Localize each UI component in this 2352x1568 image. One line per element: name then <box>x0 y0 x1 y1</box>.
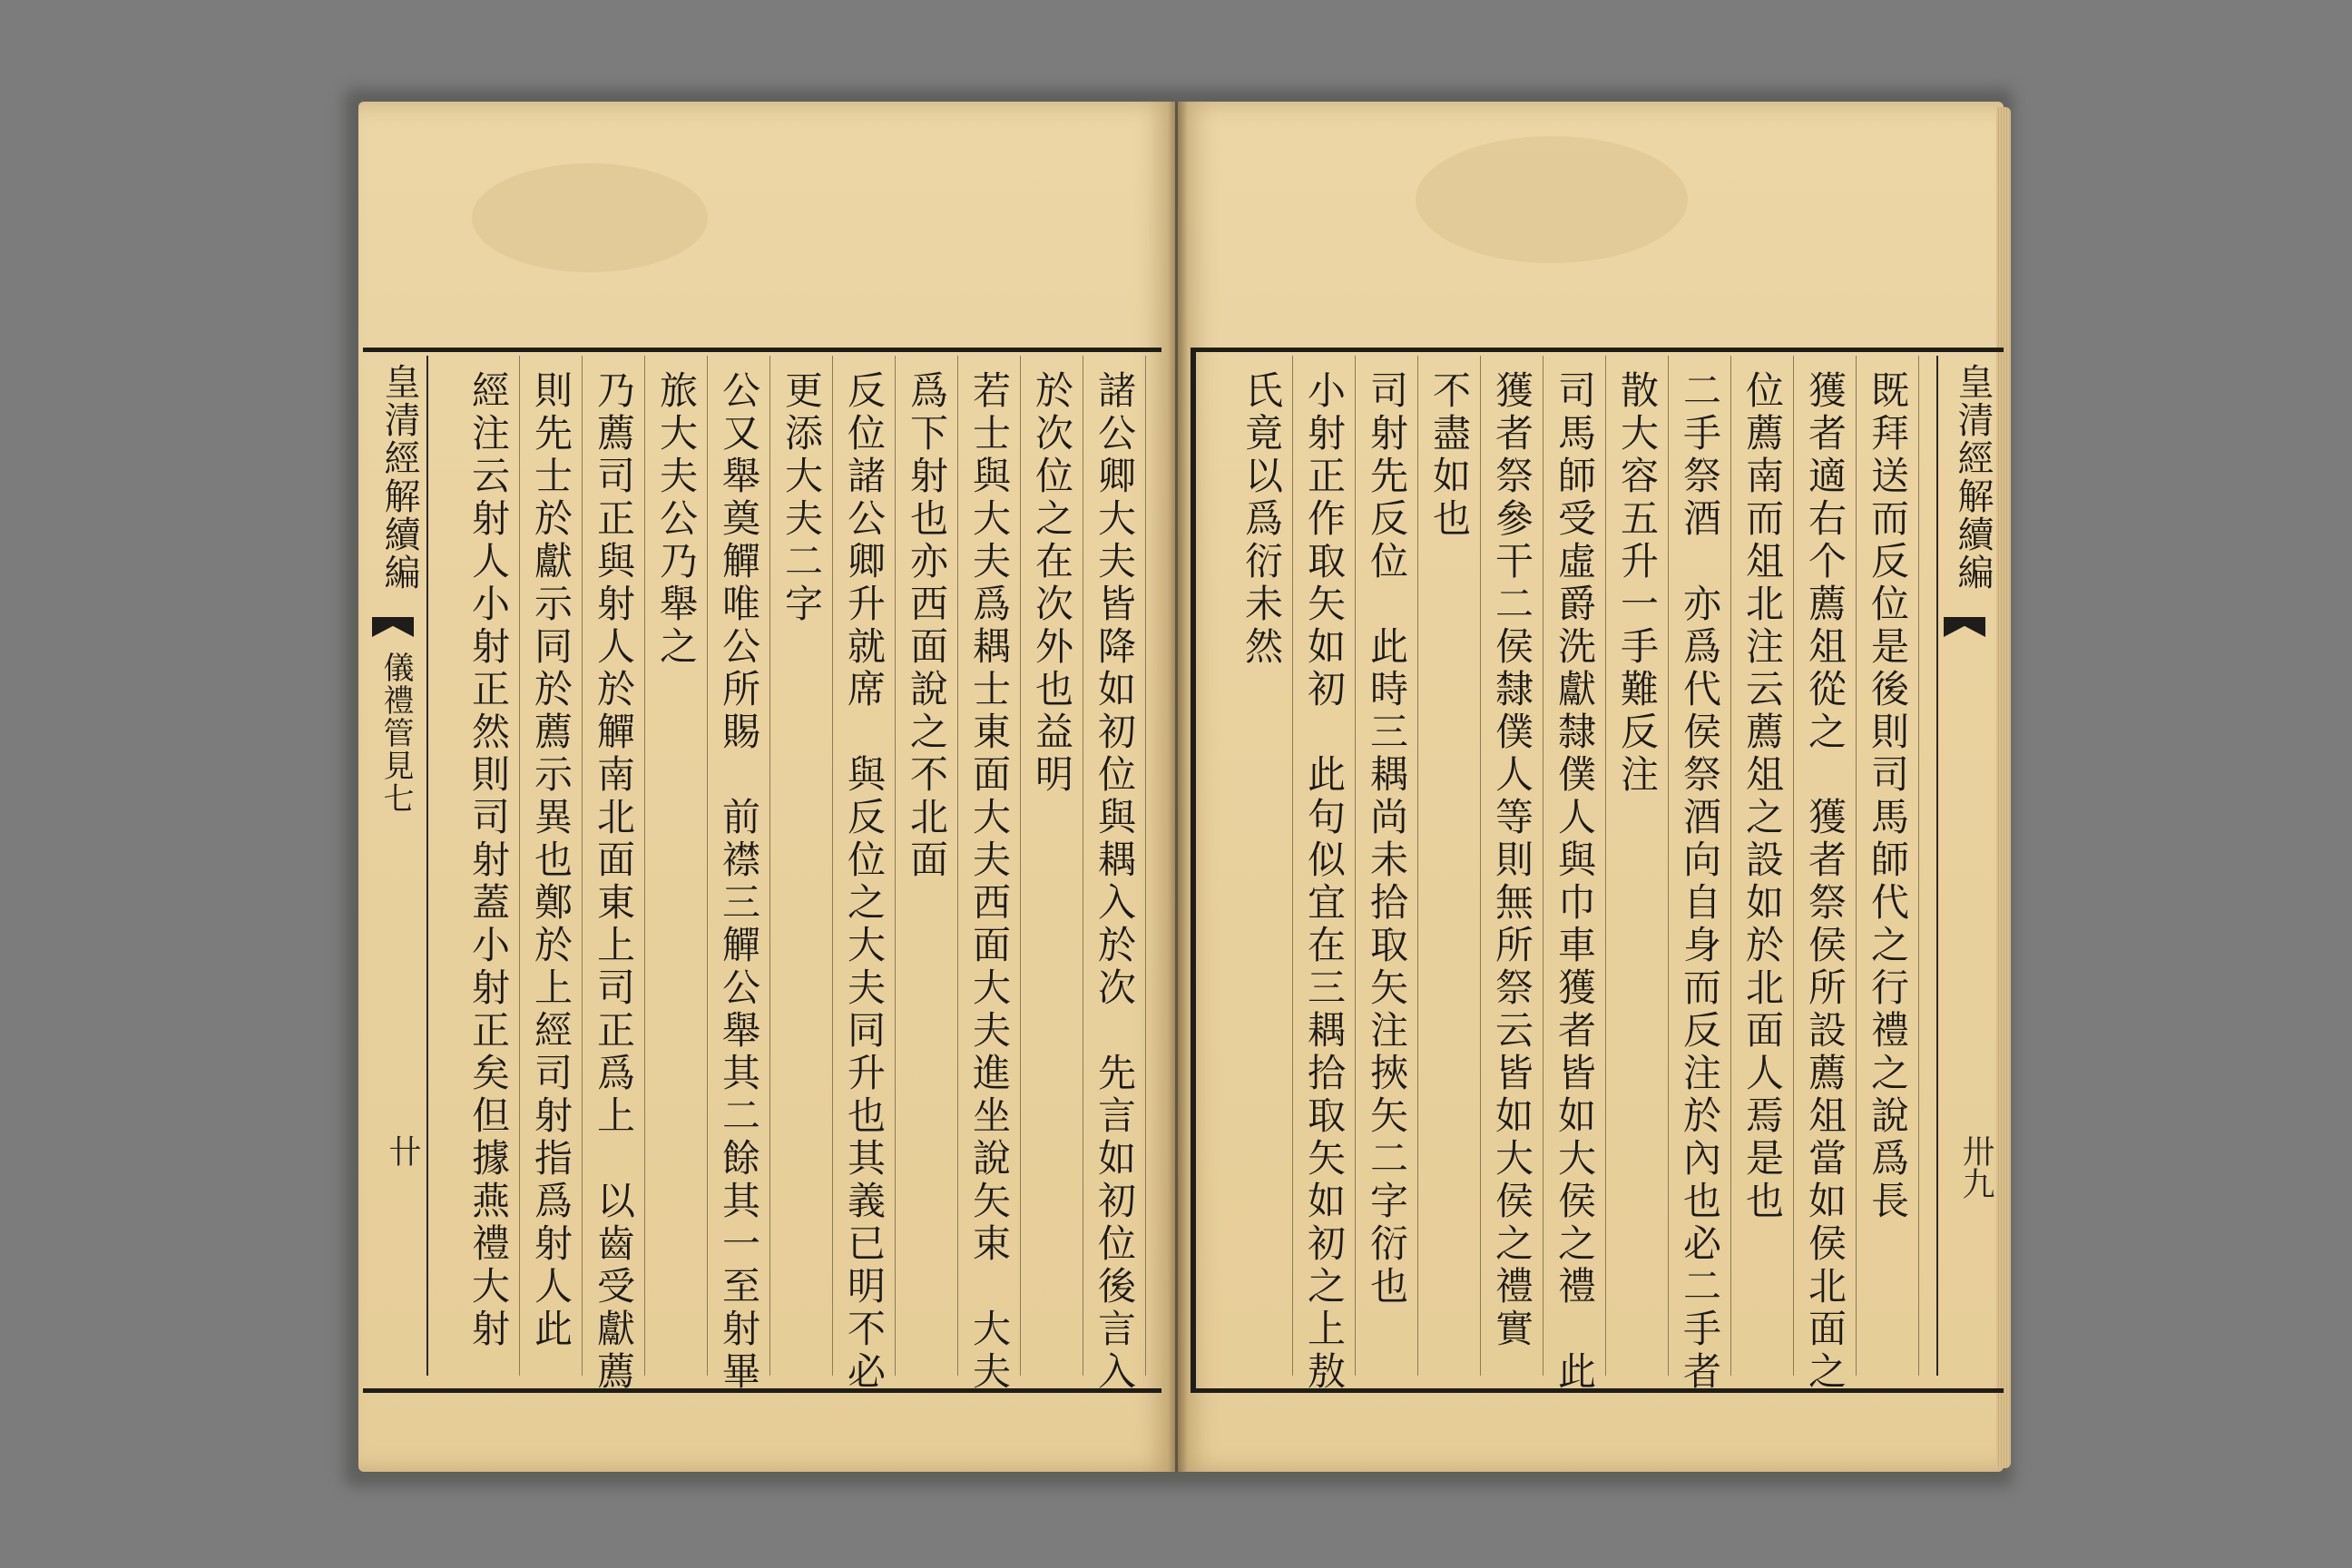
text-column: 若士與大夫爲耦士東面大夫西面大夫進坐說矢束 大夫 <box>967 370 1012 1394</box>
column-rule <box>1292 356 1293 1376</box>
left-banxin-title: 皇清經解續編 <box>378 363 420 592</box>
column-rule <box>1918 356 1919 1376</box>
text-column: 二手祭酒 亦爲代侯祭酒向自身而反注於內也必二手者 <box>1678 370 1722 1394</box>
column-rule <box>895 356 896 1376</box>
text-column: 反位諸公卿升就席 與反位之大夫同升也其義已明不必 <box>842 370 887 1394</box>
column-rule <box>957 356 958 1376</box>
book-gutter <box>1168 102 1188 1472</box>
column-rule <box>1668 356 1669 1376</box>
column-rule <box>1145 356 1146 1376</box>
paper-stain <box>472 163 708 272</box>
text-column: 更添大夫二字 <box>779 370 824 626</box>
text-column: 諸公卿大夫皆降如初位與耦入於次 先言如初位後言入 <box>1093 370 1137 1394</box>
column-rule <box>1730 356 1731 1376</box>
left-banxin-subtitle: 儀禮管見七 <box>377 652 414 815</box>
column-rule <box>1417 356 1418 1376</box>
text-column: 經注云射人小射正然則司射蓋小射正矣但據燕禮大射 <box>466 370 511 1351</box>
left-banxin-divider <box>426 356 428 1376</box>
text-column: 乃薦司正與射人於觶南北面東上司正爲上 以齒受獻薦 <box>592 370 636 1394</box>
column-rule <box>832 356 833 1376</box>
column-rule <box>519 356 520 1376</box>
right-banxin-divider <box>1936 356 1938 1376</box>
column-rule <box>769 356 770 1376</box>
text-column: 司馬師受虛爵洗獻隸僕人與巾車獲者皆如大侯之禮 此 <box>1553 370 1597 1394</box>
right-banxin-title: 皇清經解續編 <box>1952 363 1994 592</box>
text-column: 獲者適右个薦俎從之 獲者祭侯所設薦俎當如侯北面之 <box>1803 370 1847 1394</box>
column-rule <box>1856 356 1857 1376</box>
text-column: 旅大夫公乃舉之 <box>654 370 699 669</box>
text-column: 位薦南而俎北注云薦俎之設如於北面人焉是也 <box>1740 370 1785 1223</box>
text-column: 爲下射也亦西面說之不北面 <box>905 370 949 882</box>
column-rule <box>707 356 708 1376</box>
column-rule <box>1793 356 1794 1376</box>
column-rule <box>1605 356 1606 1376</box>
text-column: 公又舉奠觶唯公所賜 前襟三觶公舉其二餘其一至射畢 <box>717 370 761 1394</box>
column-rule <box>582 356 583 1376</box>
text-column: 既拜送而反位是後則司馬師代之行禮之說爲長 <box>1866 370 1910 1223</box>
text-column: 於次位之在次外也益明 <box>1030 370 1074 797</box>
text-column: 氏竟以爲衍未然 <box>1240 370 1284 669</box>
text-column: 獲者祭參干二侯隸僕人等則無所祭云皆如大侯之禮實 <box>1490 370 1534 1351</box>
text-column: 司射先反位 此時三耦尚未拾取矢注挾矢二字衍也 <box>1365 370 1409 1308</box>
left-folio-number: 卄 <box>384 1134 421 1167</box>
column-rule <box>1355 356 1356 1376</box>
paper-stain <box>1416 136 1688 263</box>
column-rule <box>1020 356 1021 1376</box>
text-column: 不盡如也 <box>1427 370 1472 541</box>
column-rule <box>1480 356 1481 1376</box>
column-rule <box>644 356 645 1376</box>
text-column: 小射正作取矢如初 此句似宜在三耦拾取矢如初之上敖 <box>1302 370 1347 1394</box>
text-column: 則先士於獻示同於薦示異也鄭於上經司射指爲射人此 <box>529 370 573 1351</box>
column-rule <box>1543 356 1544 1376</box>
right-folio-number: 卅九 <box>1957 1134 1994 1200</box>
text-column: 散大容五升一手難反注 <box>1615 370 1660 797</box>
